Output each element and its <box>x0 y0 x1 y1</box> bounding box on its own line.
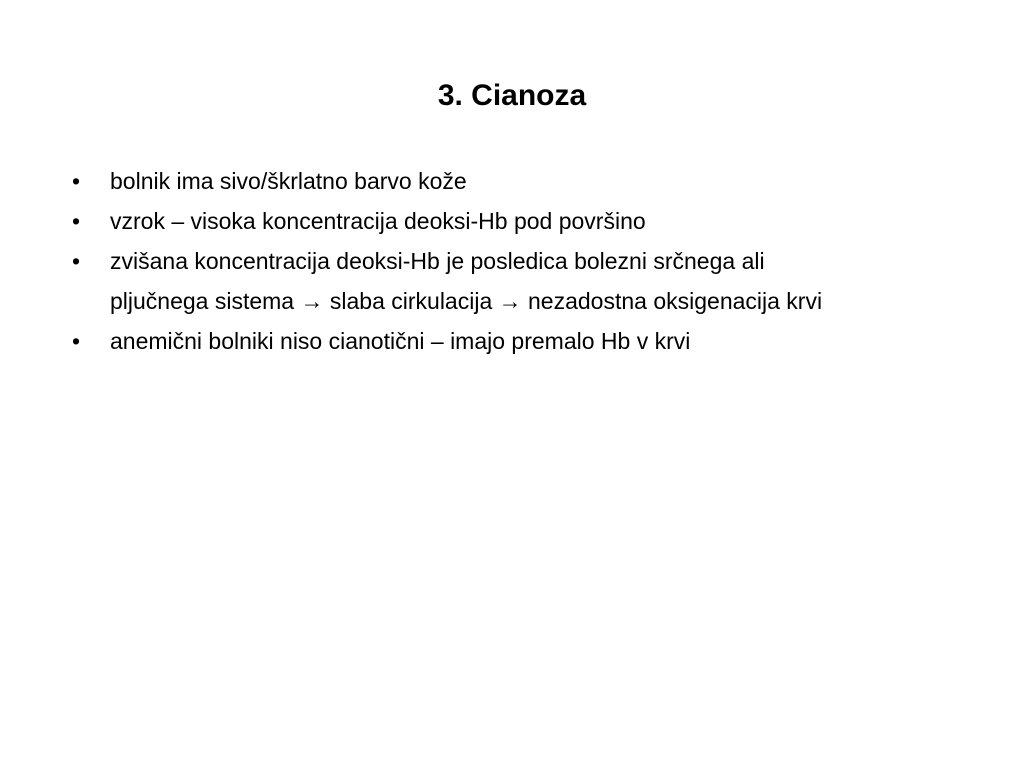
bullet-text: vzrok – visoka koncentracija deoksi-Hb pod površino <box>110 208 646 234</box>
bullet-item <box>72 324 972 358</box>
bullet-icon: • <box>72 248 81 274</box>
bullet-text: bolnik ima sivo/škrlatno barvo kože <box>110 168 467 194</box>
bullet-text: zvišana koncentracija deoksi-Hb je posledica bolezni srčnega ali <box>110 248 765 274</box>
bullet-icon: • <box>72 328 81 354</box>
bullet-icon: • <box>72 168 81 194</box>
bullet-text: anemični bolniki niso cianotični – imajo premalo Hb v krvi <box>110 328 691 354</box>
bullet-list <box>72 164 972 364</box>
slide-title: 3. Cianoza <box>437 79 587 112</box>
bullet-icon: • <box>72 208 81 234</box>
bullet-item <box>72 164 972 198</box>
bullet-item <box>72 204 972 238</box>
bullet-item <box>72 244 972 318</box>
bullet-continuation-text: pljučnega sistema → slaba cirkulacija → nezadostna oksigenacija krvi <box>110 288 823 314</box>
